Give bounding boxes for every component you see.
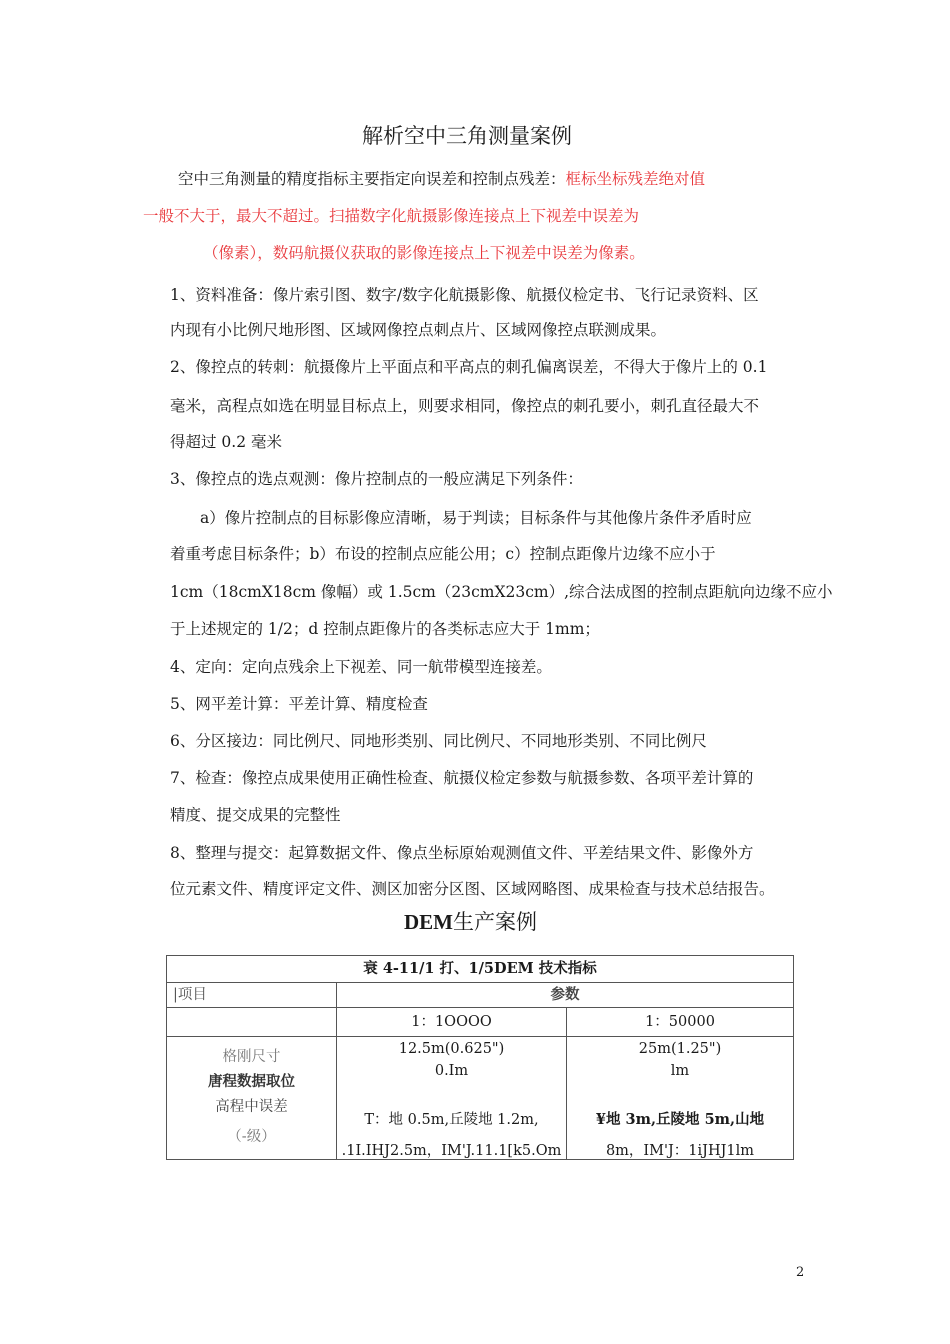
intro-line-3: （像素），数码航摄仪获取的影像连接点上下视差中误差为像素。 [203, 244, 645, 262]
intro-text: 空中三角测量的精度指标主要指定向误差和控制点残差： [178, 170, 566, 188]
header-item: |项目 [167, 983, 337, 1008]
scale-10000: 1：1OOOO [337, 1008, 567, 1037]
item-elevation-precision: 唐程数据取位 [208, 1073, 295, 1090]
body-line: 内现有小比例尺地形图、区域网像控点刺点片、区域网像控点联测成果。 [170, 321, 667, 339]
body-line: 于上述规定的 1/2；d 控制点距像片的各类标志应大于 1mm； [170, 620, 600, 638]
value-error-50000-b: 8m，IM'J：1iJHJ1lm [605, 1143, 755, 1159]
item-elevation-error: 高程中误差 [215, 1099, 288, 1115]
value-cell-10000 [337, 1037, 567, 1160]
page-number: 2 [796, 1265, 805, 1280]
table-scale-row [167, 1008, 794, 1037]
value-error-50000-a: ¥地 3m,丘陵地 5m,山地 [595, 1111, 765, 1128]
value-error-10000-b: .1I.IHJ2.5m，IM'J.11.1[k5.Om [341, 1143, 562, 1159]
table-caption: 衰 4-11/1 打、1/5DEM 技术指标 [167, 956, 794, 983]
table-header-row [167, 983, 794, 1008]
body-line: 位元素文件、精度评定文件、测区加密分区图、区域网略图、成果检查与技术总结报告。 [170, 880, 775, 898]
body-line: 7、检查：像控点成果使用正确性检查、航摄仪检定参数与航摄参数、各项平差计算的 [170, 769, 754, 787]
value-precision-10000: 0.Im [434, 1063, 469, 1079]
body-line: 8、整理与提交：起算数据文件、像点坐标原始观测值文件、平差结果文件、影像外方 [170, 844, 754, 862]
body-line: 毫米，高程点如选在明显目标点上，则要求相同，像控点的刺孔要小，刺孔直径最大不 [170, 397, 760, 415]
empty-cell [167, 1008, 337, 1037]
body-line: a）像片控制点的目标影像应清晰，易于判读；目标条件与其他像片条件矛盾时应 [200, 509, 752, 527]
value-cell-50000 [567, 1037, 794, 1160]
body-line: 3、像控点的选点观测：像片控制点的一般应满足下列条件： [170, 470, 583, 488]
section-title [404, 906, 537, 936]
section-title-bold: DEM [404, 910, 453, 934]
body-line: 1、资料准备：像片索引图、数字/数字化航摄影像、航摄仪检定书、飞行记录资料、区 [170, 286, 759, 304]
intro-highlight: 框标坐标残差绝对值 [565, 170, 706, 188]
body-line: 精度、提交成果的完整性 [170, 806, 341, 824]
body-line: 1cm（18cmX18cm 像幅）或 1.5cm（23cmX23cm）,综合法成图的控制点距航向边缘不应小 [170, 583, 833, 601]
scale-50000: 1：50000 [567, 1008, 794, 1037]
body-line: 5、网平差计算：平差计算、精度检查 [170, 695, 428, 713]
body-line: 着重考虑目标条件；b）布设的控制点应能公用；c）控制点距像片边缘不应小于 [170, 545, 716, 563]
intro-line-1 [178, 167, 705, 189]
value-grid-50000: 25m(1.25") [638, 1041, 722, 1057]
intro-line-2: 一般不大于，最大不超过。扫描数字化航摄影像连接点上下视差中误差为 [143, 207, 640, 225]
table-caption-row [167, 956, 794, 983]
page-title: 解析空中三角测量案例 [362, 124, 572, 148]
section-title-rest: 生产案例 [453, 910, 537, 934]
value-grid-10000: 12.5m(0.625") [398, 1041, 505, 1057]
table-row [167, 1037, 794, 1160]
dem-spec-table [166, 955, 794, 1160]
item-level: （-级） [227, 1129, 276, 1145]
body-line: 4、定向：定向点残余上下视差、同一航带模型连接差。 [170, 658, 552, 676]
body-line: 得超过 0.2 毫米 [170, 433, 283, 451]
item-cell [167, 1037, 337, 1160]
body-line: 6、分区接边：同比例尺、同地形类别、同比例尺、不同地形类别、不同比例尺 [170, 732, 707, 750]
value-error-10000-a: T：地 0.5m,丘陵地 1.2m, [364, 1112, 539, 1128]
header-param: 参数 [337, 983, 794, 1008]
value-precision-50000: lm [670, 1063, 690, 1079]
body-line: 2、像控点的转刺：航摄像片上平面点和平高点的刺孔偏离误差，不得大于像片上的 0.1 [170, 358, 768, 376]
item-grid-size: 格刚尺寸 [222, 1049, 281, 1065]
